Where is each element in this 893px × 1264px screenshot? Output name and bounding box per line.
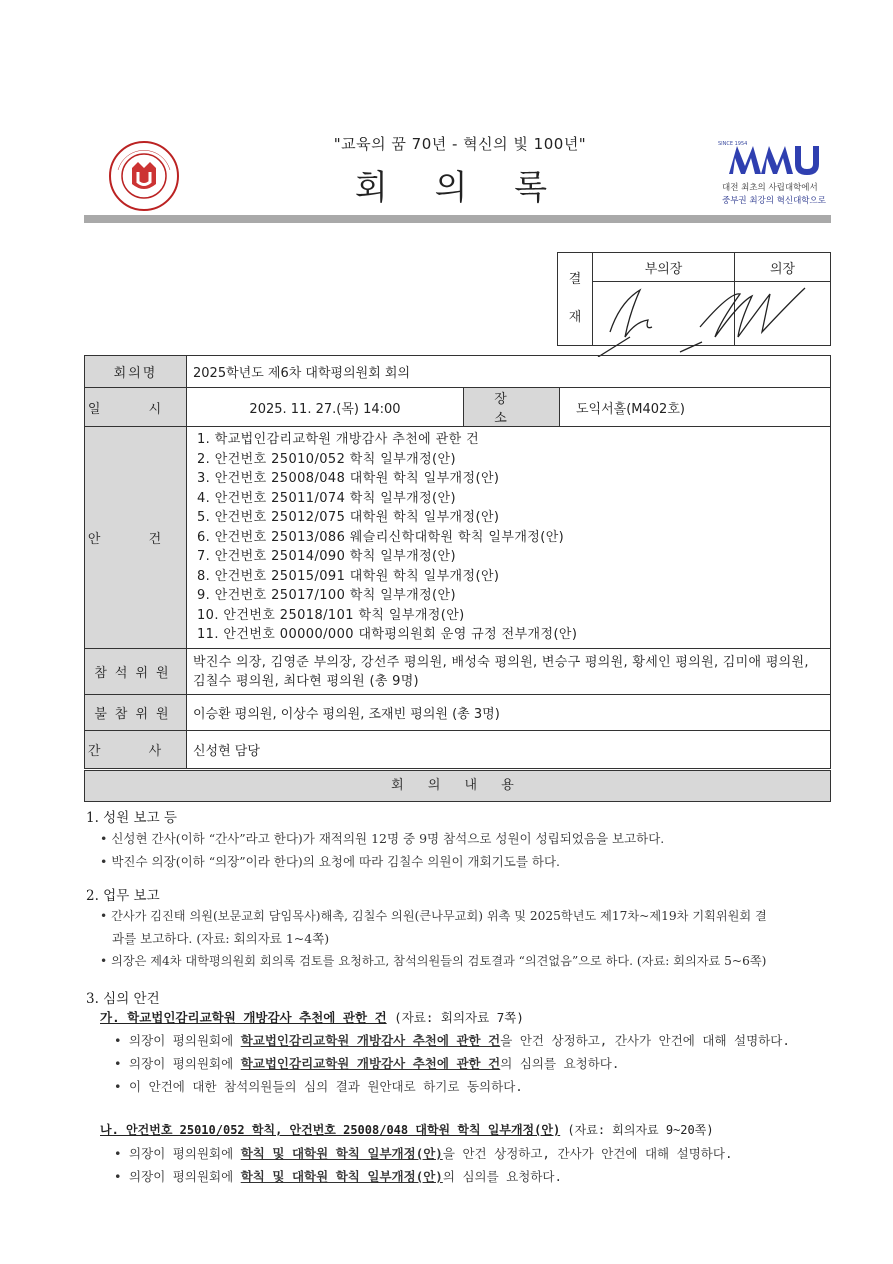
date-label: 일 시 xyxy=(85,388,187,427)
agenda-item: 1. 학교법인감리교학원 개방감사 추천에 관한 건 xyxy=(197,432,480,448)
section-2-title: 2. 업무 보고 xyxy=(86,888,160,904)
agenda-item: 5. 안건번호 25012/075 대학원 학칙 일부개정(안) xyxy=(197,510,500,526)
ga-b2-underlined: 학교법인감리교학원 개방감사 추천에 관한 건 xyxy=(240,1056,501,1071)
document-title: 회 의 록 xyxy=(354,168,566,208)
subsection-na-ref: (자료: 회의자료 9~20쪽) xyxy=(560,1123,714,1137)
approval-side-bottom: 재 xyxy=(568,310,582,325)
na-b2-post: 의 심의를 요청하다. xyxy=(442,1169,563,1184)
approval-vice-chair: 부의장 xyxy=(593,253,735,282)
na-b1-pre: • 의장이 평의원회에 xyxy=(114,1146,241,1161)
university-seal-logo xyxy=(108,140,180,212)
approval-chair: 의장 xyxy=(735,253,831,282)
subsection-na-heading: 나. 안건번호 25010/052 학칙, 안건번호 25008/048 대학원 학칙 일부개정(안) xyxy=(100,1123,561,1137)
agenda-list xyxy=(187,428,830,647)
subsection-ga-title xyxy=(100,1008,524,1026)
subsection-na-bullet-1 xyxy=(114,1144,732,1162)
ga-b1-underlined: 학교법인감리교학원 개방감사 추천에 관한 건 xyxy=(240,1033,501,1048)
header-divider xyxy=(84,215,831,223)
ga-b1-pre: • 의장이 평의원회에 xyxy=(114,1033,241,1048)
agenda-cell xyxy=(187,427,831,649)
na-b1-post: 을 안건 상정하고, 간사가 안건에 대해 설명하다. xyxy=(442,1146,733,1161)
subsection-ga-bullet-3: • 이 안건에 대한 참석의원들의 심의 결과 원안대로 하기로 동의하다. xyxy=(114,1079,523,1094)
absentees-value: 이승환 평의원, 이상수 평의원, 조재빈 평의원 (총 3명) xyxy=(187,695,831,731)
date-value: 2025. 11. 27.(목) 14:00 xyxy=(187,388,464,427)
handwritten-signatures xyxy=(590,282,835,357)
meeting-name-value: 2025학년도 제6차 대학평의원회 회의 xyxy=(187,356,831,388)
attendees-value: 박진수 의장, 김영준 부의장, 강선주 평의원, 배성숙 평의원, 변승구 평의원, 황세인 평의원, 김미애 평의원, 김칠수 평의원, 최다현 평의원 (총 9명) xyxy=(187,649,831,695)
meeting-content-header: 회 의 내 용 xyxy=(84,770,831,802)
agenda-item: 4. 안건번호 25011/074 학칙 일부개정(안) xyxy=(197,490,456,506)
meeting-name-label: 회의명 xyxy=(85,356,187,388)
ga-b1-post: 을 안건 상정하고, 간사가 안건에 대해 설명하다. xyxy=(500,1033,790,1048)
ga-b2-post: 의 심의를 요청하다. xyxy=(500,1056,620,1071)
agenda-item: 10. 안건번호 25018/101 학칙 일부개정(안) xyxy=(197,607,465,623)
slogan: "교육의 꿈 70년 - 혁신의 빛 100년" xyxy=(333,135,587,153)
subsection-na-bullet-2 xyxy=(114,1167,562,1185)
section-2-bullet-2: • 의장은 제4차 대학평의원회 회의록 검토를 요청하고, 참석의원들의 검토결과 “의견없음”으로 하다. (자료: 회의자료 5~6쪽) xyxy=(100,954,767,968)
subsection-ga-ref: (자료: 회의자료 7쪽) xyxy=(386,1010,524,1025)
absentees-label: 불참위원 xyxy=(85,695,187,731)
agenda-item: 3. 안건번호 25008/048 대학원 학칙 일부개정(안) xyxy=(197,471,500,487)
section-1-bullet-2: • 박진수 의장(이하 “의장”이라 한다)의 요청에 따라 김칠수 의원이 개회기도를 하다. xyxy=(100,854,561,869)
agenda-item: 9. 안건번호 25017/100 학칙 일부개정(안) xyxy=(197,588,456,604)
secretary-value: 신성현 담당 xyxy=(187,731,831,769)
logo-tagline-1: 대전 최초의 사립대학에서 xyxy=(722,183,818,193)
section-2-bullet-1-line-2: 과를 보고하다. (자료: 회의자료 1~4쪽) xyxy=(112,931,330,946)
approval-side-label xyxy=(558,253,593,346)
agenda-item: 7. 안건번호 25014/090 학칙 일부개정(안) xyxy=(197,549,456,565)
agenda-label: 안 건 xyxy=(85,427,187,649)
agenda-item: 11. 안건번호 00000/000 대학평의원회 운영 규정 전부개정(안) xyxy=(197,627,578,643)
section-1-bullet-1: • 신성현 간사(이하 “간사”라고 한다)가 재적의원 12명 중 9명 참석으로 성원이 성립되었음을 보고하다. xyxy=(100,831,665,846)
place-label: 장 소 xyxy=(464,388,560,427)
meeting-info-table xyxy=(84,355,831,769)
na-b2-pre: • 의장이 평의원회에 xyxy=(114,1169,241,1184)
logo-since: SINCE 1954 xyxy=(718,141,748,147)
section-3-title: 3. 심의 안건 xyxy=(86,991,160,1007)
subsection-na-title xyxy=(100,1121,714,1138)
approval-side-top: 결 xyxy=(568,272,582,287)
subsection-ga-heading: 가. 학교법인감리교학원 개방감사 추천에 관한 건 xyxy=(100,1010,387,1025)
na-b2-underlined: 학칙 및 대학원 학칙 일부개정(안) xyxy=(240,1169,443,1184)
logo-tagline-2: 중부권 최강의 혁신대학으로 xyxy=(722,196,826,206)
section-1-title: 1. 성원 보고 등 xyxy=(86,810,177,826)
attendees-label: 참석위원 xyxy=(85,649,187,695)
subsection-ga-bullet-2 xyxy=(114,1054,619,1072)
agenda-item: 8. 안건번호 25015/091 대학원 학칙 일부개정(안) xyxy=(197,568,500,584)
place-value: 도익서홀(M402호) xyxy=(560,388,831,427)
secretary-label: 간 사 xyxy=(85,731,187,769)
agenda-item: 6. 안건번호 25013/086 웨슬리신학대학원 학칙 일부개정(안) xyxy=(197,529,565,545)
section-2-bullet-1-line-1: • 간사가 김진태 의원(보문교회 담임목사)해촉, 김칠수 의원(큰나무교회) 위촉 및 2025학년도 제17차~제19차 기획위원회 결 xyxy=(100,909,767,923)
na-b1-underlined: 학칙 및 대학원 학칙 일부개정(안) xyxy=(240,1146,443,1161)
subsection-ga-bullet-1 xyxy=(114,1031,790,1049)
agenda-item: 2. 안건번호 25010/052 학칙 일부개정(안) xyxy=(197,451,456,467)
ga-b2-pre: • 의장이 평의원회에 xyxy=(114,1056,241,1071)
